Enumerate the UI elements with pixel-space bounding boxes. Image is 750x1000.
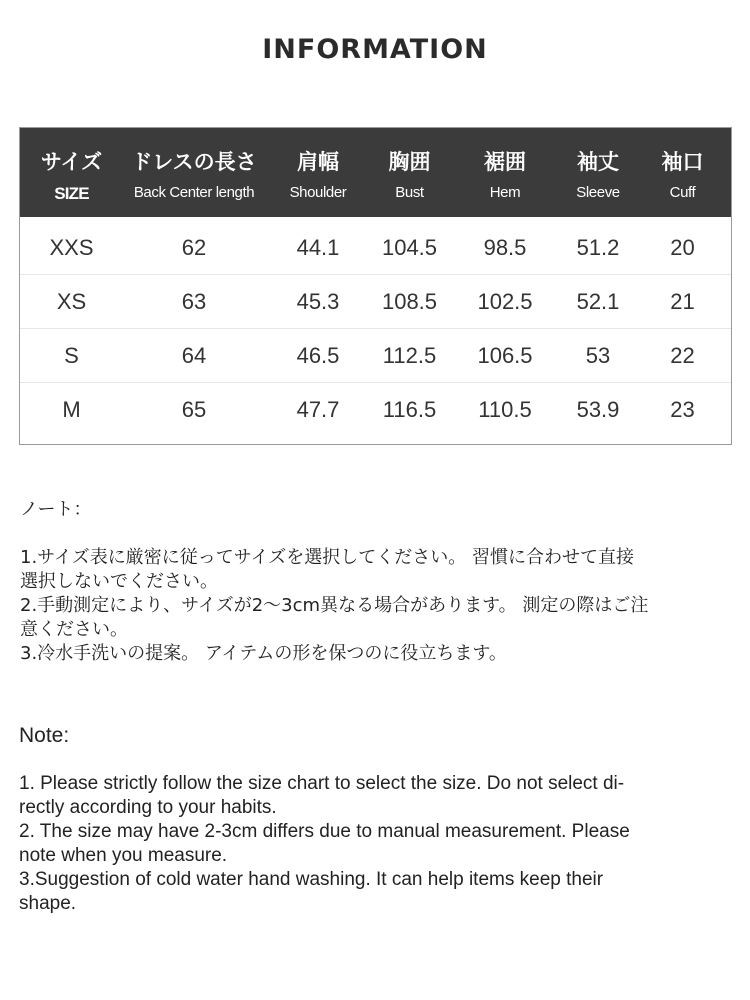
size-chart-table	[19, 127, 732, 445]
header-size-jp: サイズ	[40, 150, 103, 174]
header-size-en: SIZE	[54, 184, 89, 203]
notes-english	[19, 724, 729, 916]
notes-jp-line: 1.サイズ表に厳密に従ってサイズを選択してください。 習慣に合わせて直接	[20, 547, 635, 568]
header-length-jp: ドレスの長さ	[131, 150, 257, 174]
notes-jp-line: 3.冷水手洗いの提案。 アイテムの形を保つのに役立ちます。	[20, 643, 507, 664]
header-hem	[448, 128, 562, 217]
notes-en-line: note when you measure.	[19, 845, 228, 866]
header-length	[123, 128, 265, 217]
cell-shoulder: 46.5	[296, 342, 340, 368]
cell-bust: 108.5	[381, 288, 438, 314]
table-header	[20, 128, 731, 217]
cell-size: XXS	[49, 234, 94, 260]
cell-sleeve: 52.1	[576, 288, 620, 314]
header-shoulder-en: Shoulder	[289, 184, 347, 201]
notes-jp-line: 選択しないでください。	[20, 571, 218, 592]
notes-jp-heading: ノート：	[20, 499, 92, 520]
table-row	[20, 275, 731, 329]
table-row	[20, 329, 731, 383]
cell-length: 62	[181, 234, 207, 260]
header-cuff-en: Cuff	[669, 184, 696, 201]
cell-length: 64	[181, 342, 207, 368]
cell-length: 63	[181, 288, 207, 314]
header-cuff	[634, 128, 731, 217]
header-sleeve	[562, 128, 634, 217]
cell-hem: 106.5	[477, 342, 533, 368]
header-shoulder-jp: 肩幅	[297, 150, 339, 174]
cell-sleeve: 53	[585, 342, 611, 368]
notes-en-line: rectly according to your habits.	[19, 797, 277, 818]
notes-japanese	[20, 498, 730, 666]
cell-cuff: 22	[670, 342, 695, 368]
header-sleeve-jp: 袖丈	[577, 150, 619, 174]
header-hem-jp: 裾囲	[484, 150, 526, 174]
cell-size: M	[62, 397, 81, 422]
header-bust	[371, 128, 448, 217]
table-row	[20, 383, 731, 437]
cell-hem: 102.5	[477, 288, 533, 314]
cell-cuff: 23	[670, 397, 695, 422]
header-length-en: Back Center length	[133, 184, 255, 201]
header-bust-jp: 胸囲	[388, 150, 431, 174]
notes-en-line: shape.	[19, 893, 77, 914]
cell-bust: 116.5	[382, 397, 437, 422]
header-hem-en: Hem	[489, 184, 521, 201]
cell-size: XS	[56, 288, 87, 314]
cell-length: 65	[181, 397, 207, 422]
header-bust-en: Bust	[395, 184, 424, 201]
header-size	[20, 128, 123, 217]
cell-hem: 98.5	[483, 234, 527, 260]
notes-jp-line: 2.手動測定により、サイズが2〜3cm異なる場合があります。 測定の際はご注	[20, 595, 649, 616]
cell-size: S	[64, 342, 79, 368]
cell-hem: 110.5	[478, 397, 532, 422]
cell-shoulder: 45.3	[296, 288, 340, 314]
notes-en-heading: Note:	[19, 724, 70, 747]
table-body	[20, 217, 731, 437]
cell-bust: 104.5	[381, 234, 438, 260]
cell-shoulder: 44.1	[296, 234, 340, 260]
cell-shoulder: 47.7	[296, 397, 340, 422]
cell-sleeve: 51.2	[576, 234, 620, 260]
notes-en-line: 1. Please strictly follow the size chart to select the size. Do not select di-	[19, 773, 625, 794]
table-row	[20, 221, 731, 275]
notes-en-line: 2. The size may have 2-3cm differs due to manual measurement. Please	[19, 821, 630, 842]
header-sleeve-en: Sleeve	[576, 184, 620, 201]
cell-cuff: 20	[670, 234, 695, 260]
cell-bust: 112.5	[382, 342, 437, 368]
cell-sleeve: 53.9	[576, 397, 620, 422]
notes-jp-line: 意ください。	[20, 619, 128, 640]
cell-cuff: 21	[670, 288, 695, 314]
notes-en-line: 3.Suggestion of cold water hand washing. It can help items keep their	[19, 869, 604, 890]
page-title: INFORMATION	[262, 34, 488, 65]
header-cuff-jp: 袖口	[661, 150, 704, 174]
header-shoulder	[265, 128, 371, 217]
